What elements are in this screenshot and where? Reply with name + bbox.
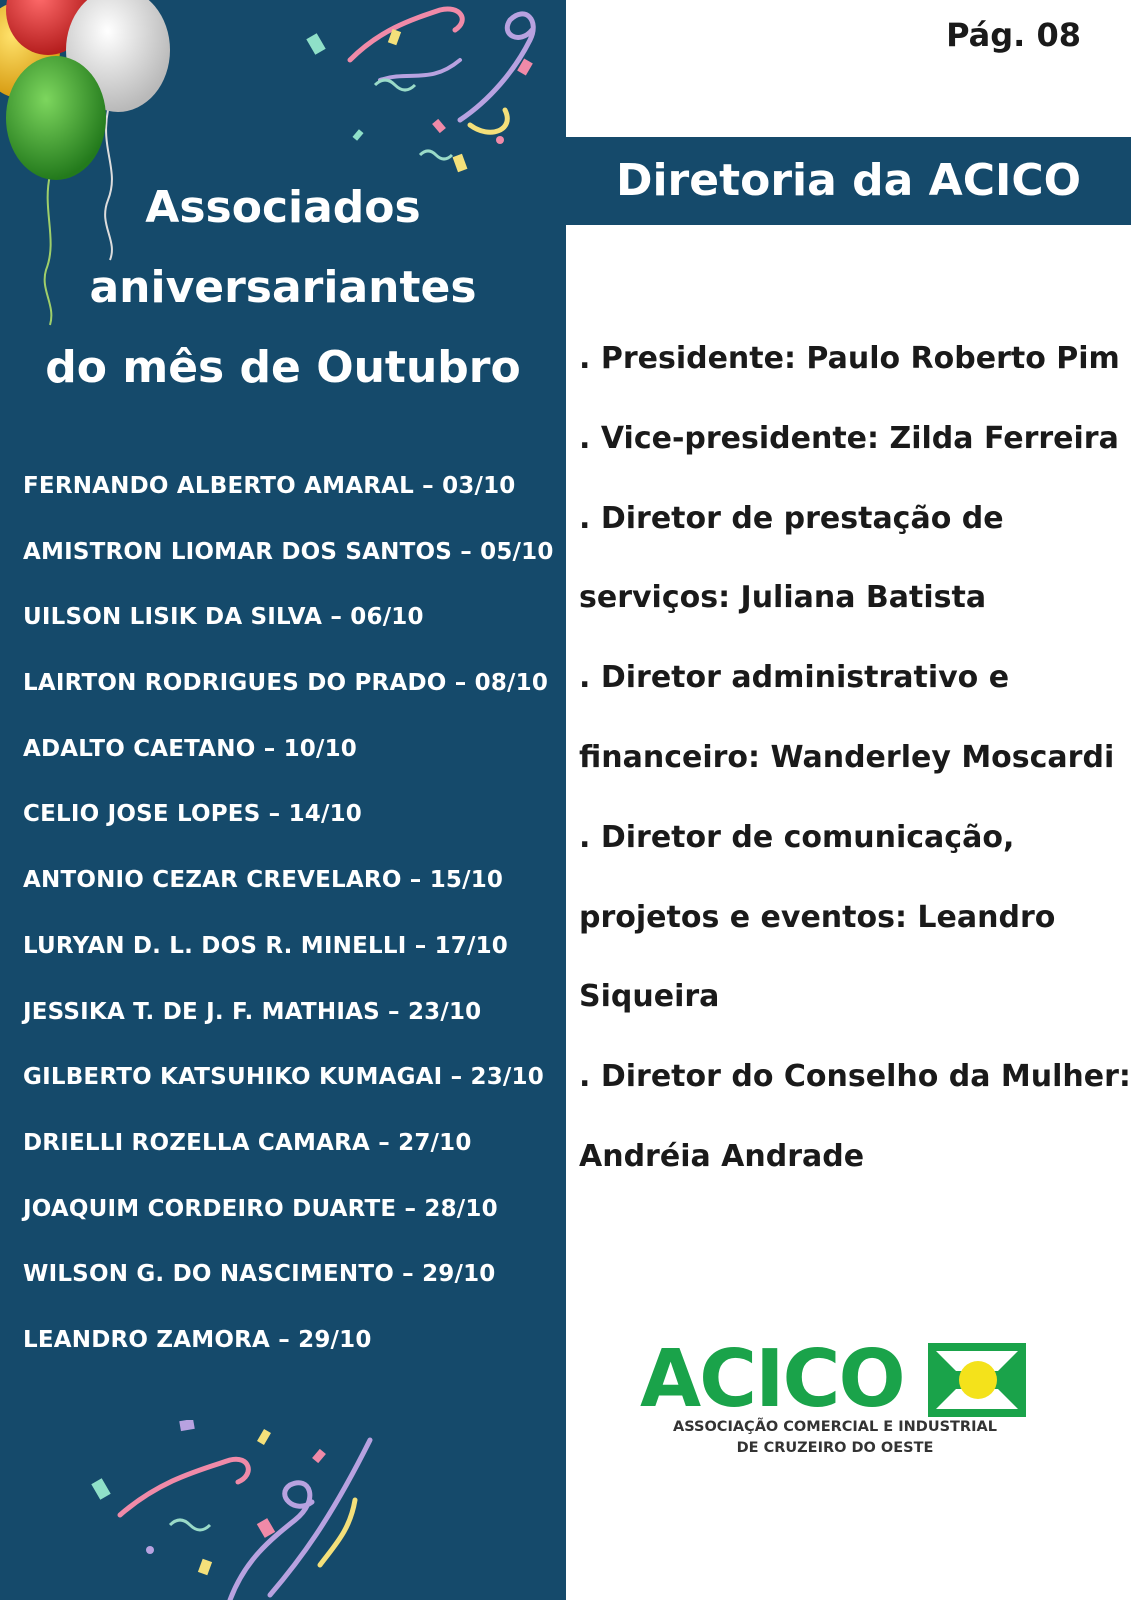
directors-line: Andréia Andrade bbox=[579, 1138, 865, 1174]
directors-line: . Diretor de prestação de bbox=[579, 500, 1004, 536]
confetti-bottom-illustration bbox=[80, 1420, 400, 1600]
directors-line: . Diretor administrativo e bbox=[579, 660, 1010, 696]
directors-line: projetos e eventos: Leandro bbox=[579, 899, 1056, 935]
list-item: WILSON G. DO NASCIMENTO – 29/10 bbox=[23, 1261, 496, 1288]
list-item: AMISTRON LIOMAR DOS SANTOS – 05/10 bbox=[23, 538, 554, 565]
logo-emblem-icon bbox=[928, 1343, 1026, 1417]
birthday-list bbox=[23, 462, 554, 1382]
list-item: GILBERTO KATSUHIKO KUMAGAI – 23/10 bbox=[23, 1064, 544, 1091]
directors-banner-title: Diretoria da ACICO bbox=[566, 137, 1131, 225]
directors-line: . Diretor do Conselho da Mulher: bbox=[579, 1059, 1131, 1095]
birthday-title-line2: aniversariantes bbox=[89, 262, 477, 313]
acico-logo bbox=[640, 1333, 1030, 1465]
list-item: JESSIKA T. DE J. F. MATHIAS – 23/10 bbox=[23, 998, 482, 1025]
logo-wordmark: ACICO bbox=[640, 1333, 904, 1425]
directors-line: Siqueira bbox=[579, 979, 720, 1015]
logo-subtitle-line2: DE CRUZEIRO DO OESTE bbox=[736, 1440, 934, 1456]
list-item: LEANDRO ZAMORA – 29/10 bbox=[23, 1326, 372, 1353]
birthday-title-line1: Associados bbox=[145, 182, 421, 233]
logo-subtitle-line1: ASSOCIAÇÃO COMERCIAL E INDUSTRIAL bbox=[673, 1419, 997, 1435]
directors-line: financeiro: Wanderley Moscardi bbox=[579, 739, 1115, 775]
page-number: Pág. 08 bbox=[946, 16, 1081, 54]
directors-list bbox=[579, 319, 1131, 1197]
list-item: ADALTO CAETANO – 10/10 bbox=[23, 735, 358, 762]
list-item: CELIO JOSE LOPES – 14/10 bbox=[23, 801, 363, 828]
directors-line: serviços: Juliana Batista bbox=[579, 580, 987, 616]
list-item: UILSON LISIK DA SILVA – 06/10 bbox=[23, 604, 424, 631]
birthday-title-line3: do mês de Outubro bbox=[45, 342, 521, 393]
list-item: JOAQUIM CORDEIRO DUARTE – 28/10 bbox=[23, 1195, 498, 1222]
list-item: FERNANDO ALBERTO AMARAL – 03/10 bbox=[23, 473, 516, 499]
list-item: LAIRTON RODRIGUES DO PRADO – 08/10 bbox=[23, 670, 549, 697]
list-item: DRIELLI ROZELLA CAMARA – 27/10 bbox=[23, 1129, 472, 1156]
list-item: LURYAN D. L. DOS R. MINELLI – 17/10 bbox=[23, 932, 509, 959]
directors-line: . Presidente: Paulo Roberto Pim bbox=[579, 341, 1120, 376]
list-item: ANTONIO CEZAR CREVELARO – 15/10 bbox=[23, 867, 504, 894]
directors-line: . Diretor de comunicação, bbox=[579, 819, 1015, 855]
directors-line: . Vice-presidente: Zilda Ferreira bbox=[579, 420, 1119, 456]
